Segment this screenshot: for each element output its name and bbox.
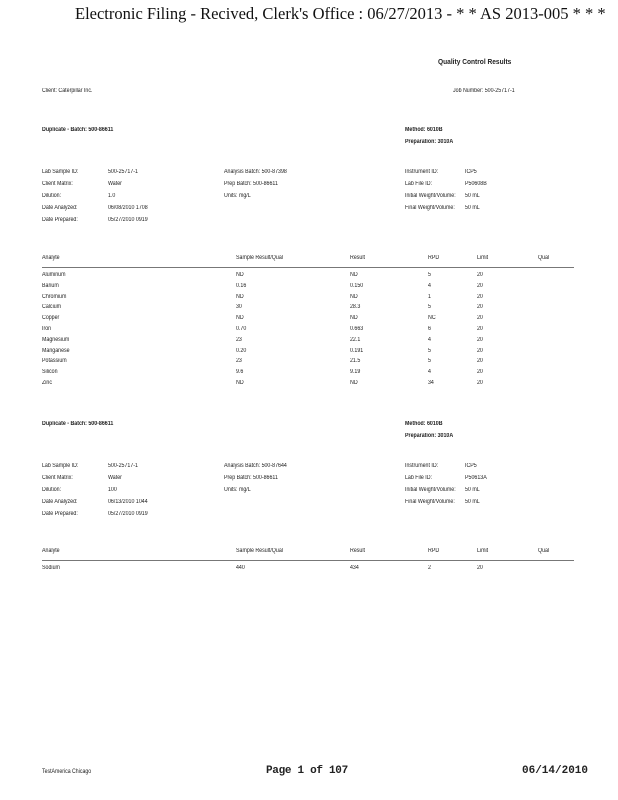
table-cell: ND	[236, 315, 244, 322]
column-header: Result	[350, 548, 365, 554]
report-title: Quality Control Results	[438, 57, 512, 66]
table-cell: Copper	[42, 315, 60, 322]
table-cell: 30	[236, 304, 242, 311]
table-cell: 20	[477, 326, 483, 332]
batch-label: Duplicate - Batch: 500-86611	[42, 127, 114, 133]
table-cell: 1	[428, 293, 431, 300]
column-header: Analyte	[42, 548, 60, 554]
table-cell: 20	[477, 282, 483, 289]
table-cell: ND	[350, 272, 358, 278]
batch-info: Prep Batch: 500-86611	[224, 181, 278, 187]
table-cell: 5	[428, 304, 431, 311]
instrument-value: ICP5	[465, 169, 477, 175]
preparation-label: Preparation: 3010A	[405, 433, 454, 439]
info-value: 06/13/2010 1044	[108, 499, 148, 505]
info-label: Date Analyzed:	[42, 499, 78, 505]
table-cell: Silicon	[42, 369, 58, 376]
table-cell: 434	[350, 565, 359, 571]
batch-label: Duplicate - Batch: 500-86611	[42, 421, 114, 427]
table-cell: Chromium	[42, 293, 67, 300]
info-label: Dilution:	[42, 487, 62, 493]
info-label: Date Prepared:	[42, 217, 78, 223]
column-header: RPD	[428, 255, 440, 261]
table-cell: 5	[428, 358, 431, 365]
info-value: 1.0	[108, 193, 116, 199]
column-header: Limit	[477, 255, 489, 261]
table-cell: 0.663	[350, 326, 364, 332]
instrument-label: Lab File ID:	[405, 181, 433, 187]
table-cell: 23	[236, 358, 242, 365]
info-value: 05/27/2010 0919	[108, 217, 148, 223]
table-cell: 20	[477, 336, 483, 343]
header-divider	[42, 560, 574, 561]
info-label: Client Matrix:	[42, 181, 73, 187]
table-cell: 2	[428, 565, 431, 571]
table-cell: 4	[428, 282, 431, 289]
column-header: Sample Result/Qual	[236, 255, 283, 261]
batch-info: Analysis Batch: 500-87644	[224, 463, 287, 469]
footer-date: 06/14/2010	[522, 765, 589, 777]
info-label: Lab Sample ID:	[42, 169, 79, 175]
table-cell: 9.6	[236, 369, 244, 376]
table-cell: 22.1	[350, 336, 361, 343]
table-cell: 20	[477, 369, 483, 376]
table-cell: Sodium	[42, 565, 60, 571]
header-divider	[42, 267, 574, 268]
method-label: Method: 6010B	[405, 421, 443, 427]
info-value: 500-25717-1	[108, 169, 138, 175]
info-label: Date Prepared:	[42, 511, 78, 517]
table-cell: 20	[477, 380, 483, 386]
instrument-label: Instrument ID:	[405, 463, 439, 469]
table-cell: ND	[236, 272, 244, 278]
instrument-value: 50 mL	[465, 487, 480, 493]
batch-info: Units: mg/L	[224, 487, 251, 493]
table-cell: 20	[477, 315, 483, 322]
column-header: Qual	[538, 548, 550, 554]
table-cell: 34	[428, 380, 434, 386]
table-cell: 20	[477, 347, 483, 354]
table-cell: 0.191	[350, 347, 364, 354]
table-cell: 5	[428, 272, 431, 278]
table-cell: 0.70	[236, 326, 247, 332]
table-cell: Potassium	[42, 358, 67, 365]
column-header: Sample Result/Qual	[236, 548, 283, 554]
table-cell: 4	[428, 336, 431, 343]
info-label: Client Matrix:	[42, 475, 73, 481]
table-cell: Zinc	[42, 380, 52, 386]
table-cell: 21.5	[350, 358, 361, 365]
instrument-label: Initial Weight/Volume:	[405, 193, 456, 199]
footer-lab-name: TestAmerica Chicago	[42, 768, 92, 775]
column-header: Result	[350, 255, 365, 261]
job-number: Job Number: 500-25717-1	[453, 88, 515, 94]
instrument-value: 50 mL	[465, 193, 480, 199]
table-cell: Iron	[42, 326, 52, 332]
table-cell: 23	[236, 336, 242, 343]
info-value: 05/27/2010 0919	[108, 511, 148, 517]
column-header: Analyte	[42, 255, 60, 261]
preparation-label: Preparation: 3010A	[405, 139, 454, 145]
instrument-value: ICP5	[465, 463, 477, 469]
table-cell: 0.20	[236, 347, 247, 354]
instrument-value: P50608B	[465, 181, 487, 187]
table-cell: ND	[350, 380, 358, 386]
column-header: RPD	[428, 548, 440, 554]
instrument-label: Final Weight/Volume:	[405, 499, 455, 505]
table-cell: Manganese	[42, 347, 70, 354]
table-cell: 6	[428, 326, 431, 332]
table-cell: ND	[350, 293, 358, 300]
column-header: Limit	[477, 548, 489, 554]
table-cell: 0.16	[236, 282, 247, 289]
info-value: 500-25717-1	[108, 463, 138, 469]
info-label: Date Analyzed:	[42, 205, 78, 211]
table-cell: 5	[428, 347, 431, 354]
column-header: Qual	[538, 255, 550, 261]
info-label: Lab Sample ID:	[42, 463, 79, 469]
table-cell: ND	[350, 315, 358, 322]
table-cell: 20	[477, 304, 483, 311]
client-line: Client: Caterpillar Inc.	[42, 88, 93, 94]
instrument-label: Lab File ID:	[405, 475, 433, 481]
method-label: Method: 6010B	[405, 127, 443, 133]
instrument-value: 50 mL	[465, 205, 480, 211]
info-value: Water	[108, 181, 122, 187]
table-cell: 4	[428, 369, 431, 376]
info-label: Dilution:	[42, 193, 62, 199]
batch-info: Analysis Batch: 500-87398	[224, 169, 287, 175]
instrument-label: Final Weight/Volume:	[405, 205, 455, 211]
instrument-label: Initial Weight/Volume:	[405, 487, 456, 493]
table-cell: ND	[236, 293, 244, 300]
table-cell: 440	[236, 565, 245, 571]
info-value: 100	[108, 487, 117, 493]
table-cell: Barium	[42, 282, 59, 289]
table-cell: 28.3	[350, 304, 361, 311]
table-cell: 20	[477, 358, 483, 365]
table-cell: Magnesium	[42, 336, 70, 343]
filing-banner: Electronic Filing - Recived, Clerk's Office : 06/27/2013 - * * AS 2013-005 * * *	[75, 4, 606, 23]
instrument-value: 50 mL	[465, 499, 480, 505]
table-cell: ND	[236, 380, 244, 386]
table-cell: 9.19	[350, 369, 361, 376]
instrument-value: P50613A	[465, 475, 487, 481]
batch-info: Units: mg/L	[224, 193, 251, 199]
table-cell: 0.150	[350, 282, 364, 289]
table-cell: Aluminum	[42, 272, 66, 278]
info-value: Water	[108, 475, 122, 481]
table-cell: 20	[477, 272, 483, 278]
batch-info: Prep Batch: 500-86611	[224, 475, 278, 481]
table-cell: NC	[428, 315, 436, 322]
table-cell: 20	[477, 293, 483, 300]
footer-page-number: Page 1 of 107	[266, 765, 348, 777]
table-cell: 20	[477, 565, 483, 571]
instrument-label: Instrument ID:	[405, 169, 439, 175]
info-value: 06/08/2010 1708	[108, 205, 148, 211]
table-cell: Calcium	[42, 304, 62, 311]
